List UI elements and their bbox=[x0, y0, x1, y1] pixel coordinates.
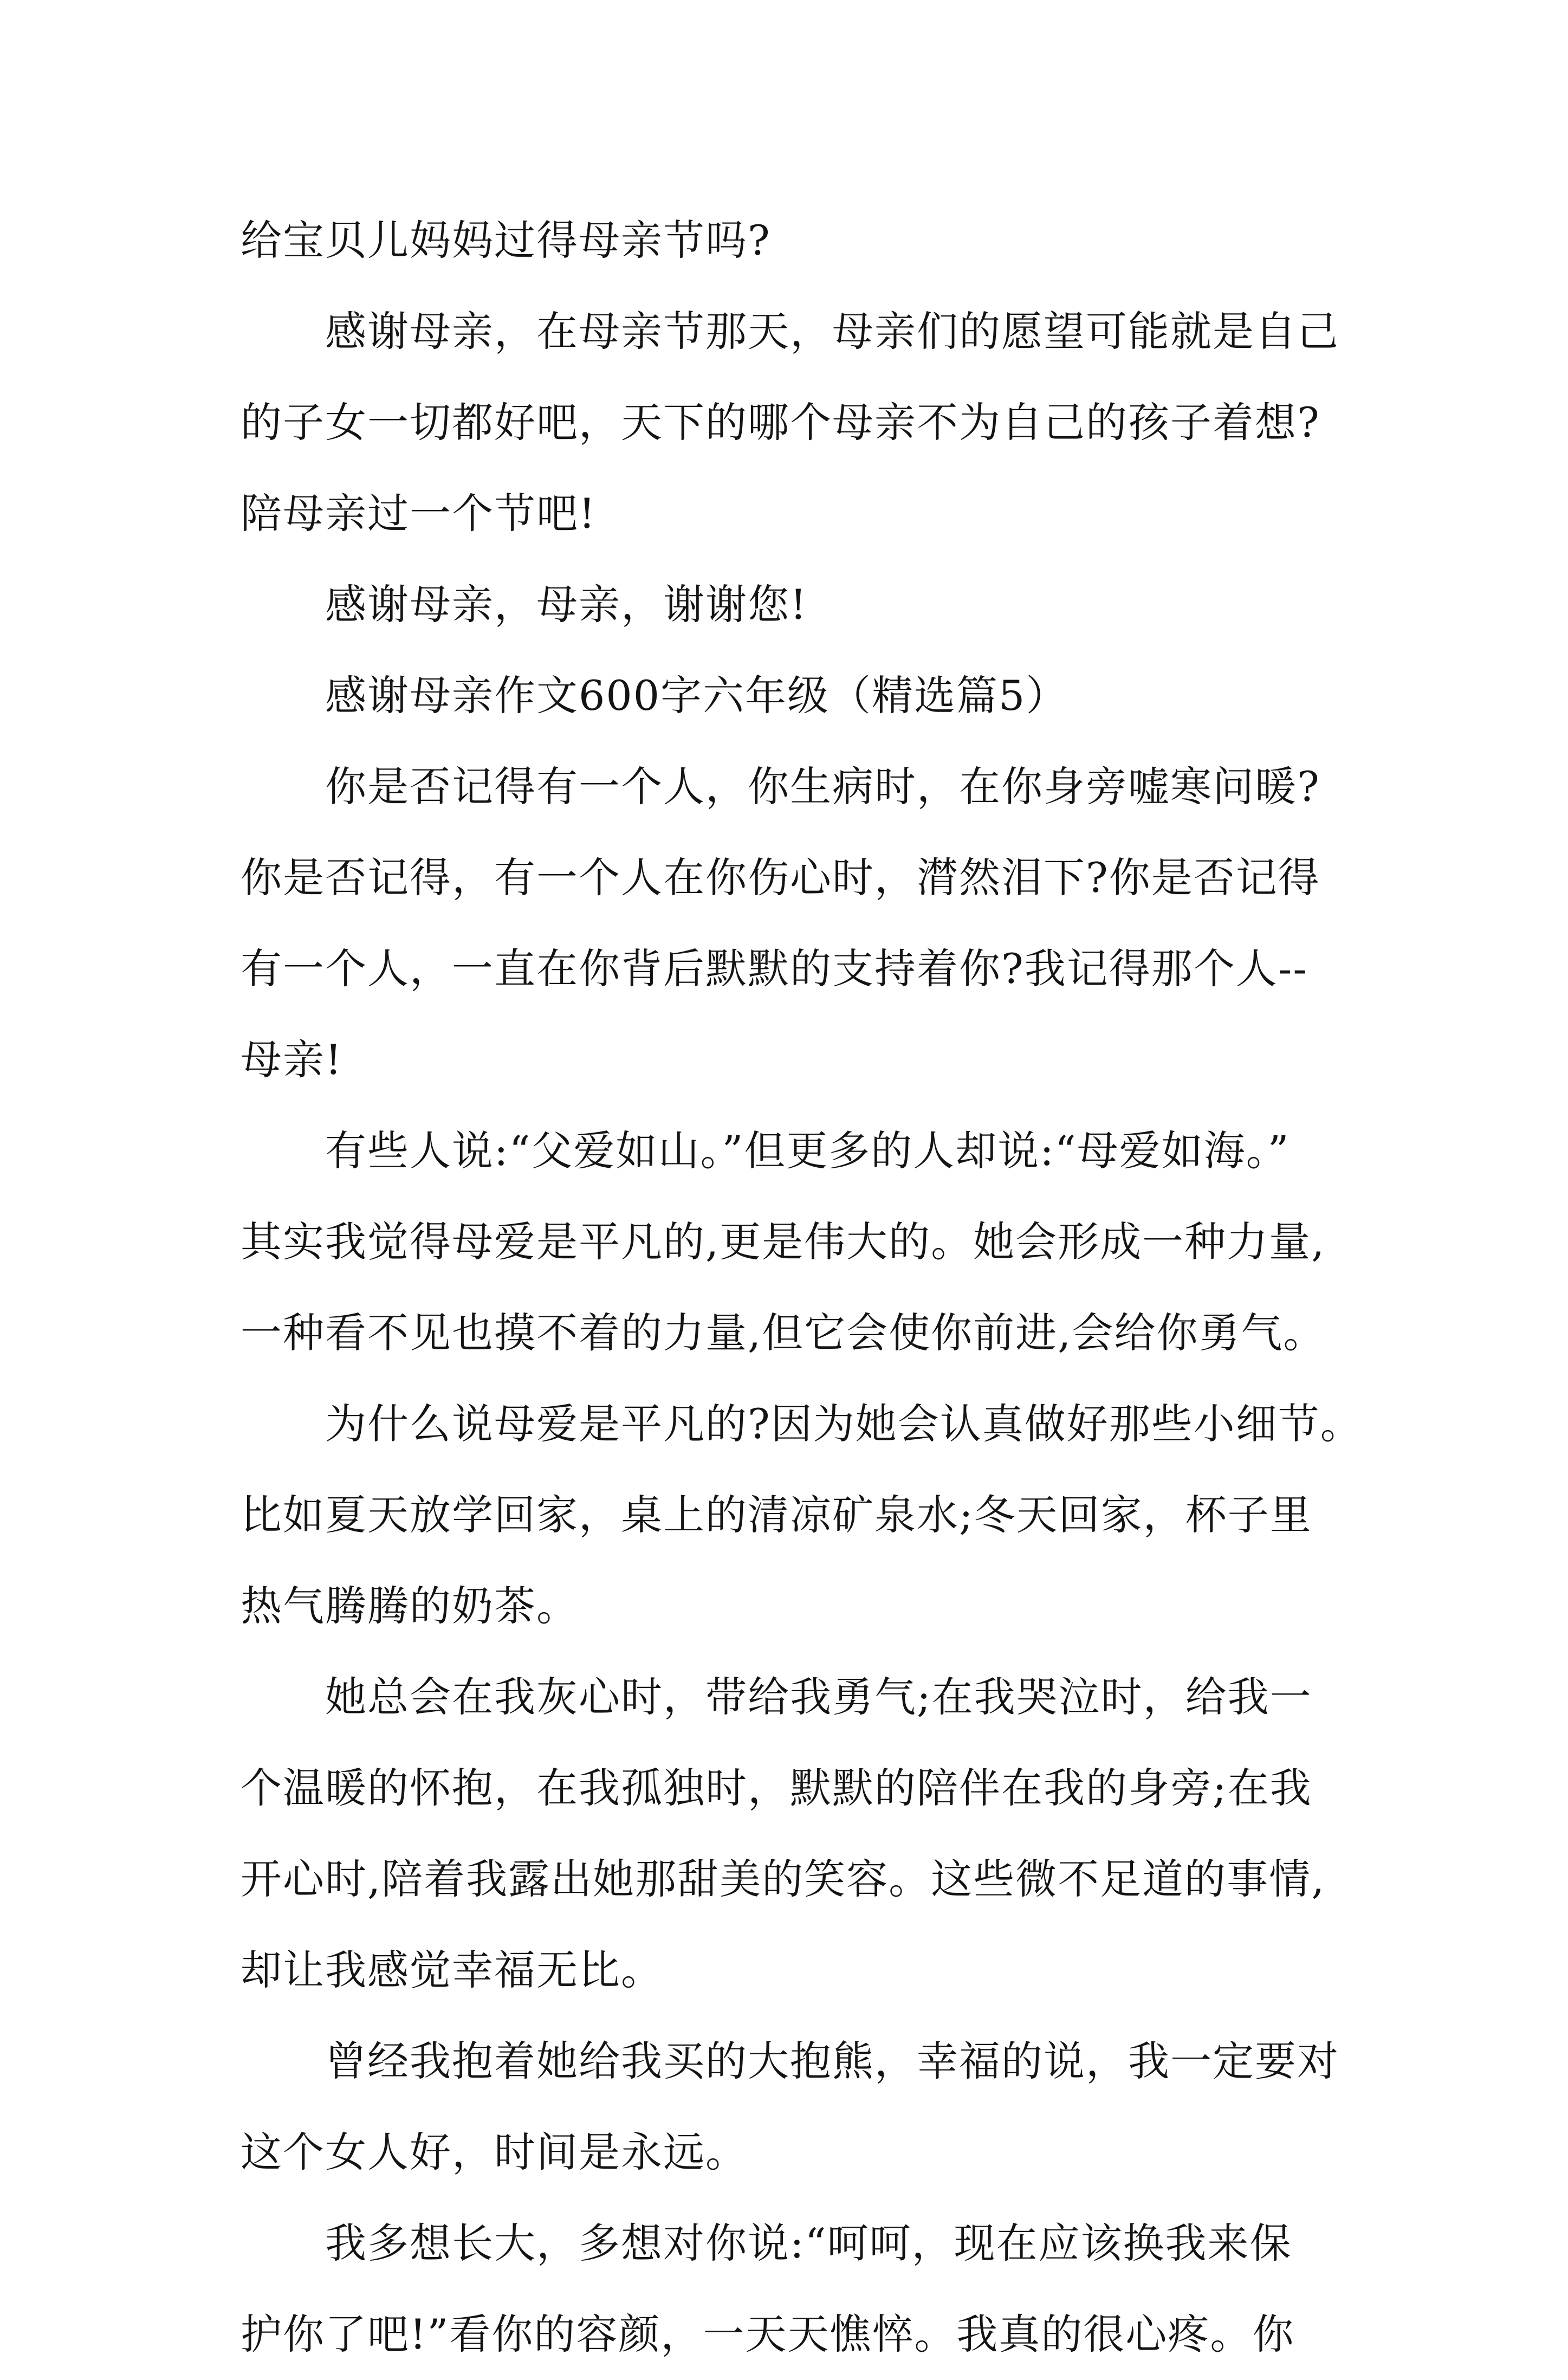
text-line: 母亲! bbox=[241, 1036, 343, 1084]
text-line: 陪母亲过一个节吧! bbox=[241, 489, 597, 538]
text-line: 护你了吧!”看你的容颜，一天天憔悴。我真的很心疼。你 bbox=[241, 2310, 1295, 2358]
paragraph-first-line: 为什么说母爱是平凡的?因为她会认真做好那些小细节。 bbox=[325, 1400, 1363, 1448]
paragraph-first-line: 曾经我抱着她给我买的大抱熊，幸福的说，我一定要对 bbox=[325, 2037, 1339, 2085]
text-line: 这个女人好，时间是永远。 bbox=[241, 2128, 748, 2176]
text-line: 一种看不见也摸不着的力量,但它会使你前进,会给你勇气。 bbox=[241, 1309, 1326, 1357]
paragraph-first-line: 你是否记得有一个人，你生病时，在你身旁嘘寒问暖? bbox=[325, 762, 1320, 811]
text-line: 却让我感觉幸福无比。 bbox=[241, 1946, 663, 1994]
text-line: 有一个人，一直在你背后默默的支持着你?我记得那个人-- bbox=[241, 945, 1308, 993]
text-line: 的子女一切都好吧，天下的哪个母亲不为自己的孩子着想? bbox=[241, 398, 1320, 447]
text-line: 比如夏天放学回家，桌上的清凉矿泉水;冬天回家，杯子里 bbox=[241, 1491, 1312, 1539]
text-line: 开心时,陪着我露出她那甜美的笑容。这些微不足道的事情, bbox=[241, 1855, 1326, 1903]
paragraph-first-line: 我多想长大，多想对你说:“呵呵，现在应该换我来保 bbox=[325, 2219, 1292, 2267]
text-line: 给宝贝儿妈妈过得母亲节吗? bbox=[241, 216, 771, 264]
paragraph-first-line: 感谢母亲，在母亲节那天，母亲们的愿望可能就是自己 bbox=[325, 307, 1339, 355]
paragraph-first-line: 感谢母亲，母亲，谢谢您! bbox=[325, 580, 808, 629]
section-heading: 感谢母亲作文600字六年级（精选篇5） bbox=[325, 671, 1068, 720]
paragraph-first-line: 有些人说:“父爱如山。”但更多的人却说:“母爱如海。” bbox=[325, 1127, 1290, 1175]
text-line: 你是否记得，有一个人在你伤心时，潸然泪下?你是否记得 bbox=[241, 853, 1320, 902]
paragraph-first-line: 她总会在我灰心时，带给我勇气;在我哭泣时，给我一 bbox=[325, 1673, 1312, 1721]
text-line: 其实我觉得母爱是平凡的,更是伟大的。她会形成一种力量, bbox=[241, 1218, 1326, 1266]
essay-text bbox=[241, 195, 1363, 2380]
text-line: 个温暖的怀抱，在我孤独时，默默的陪伴在我的身旁;在我 bbox=[241, 1764, 1312, 1812]
text-line: 热气腾腾的奶茶。 bbox=[241, 1582, 579, 1630]
